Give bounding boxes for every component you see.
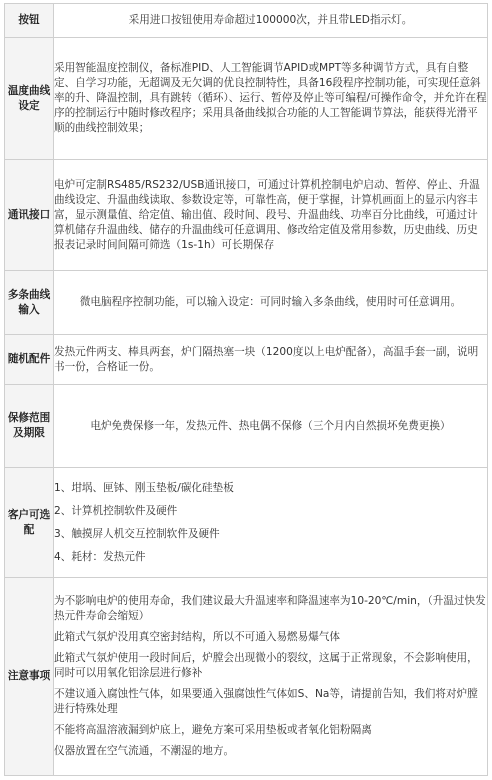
row-communication [5,160,488,271]
row-optional [5,468,488,578]
row-label: 多条曲线输入 [5,271,54,335]
row-text: 微电脑程序控制功能，可以输入设定：可同时输入多条曲线，使用时可任意调用。 [54,271,488,335]
row-multi-curve [5,271,488,335]
row-label: 随机配件 [5,335,54,385]
row-label: 通讯接口 [5,160,54,271]
row-text: 发热元件两支、棒具两套，炉门隔热塞一块（1200度以上电炉配备），高温手套一副，说明书一份，合格证一份。 [54,335,488,385]
row-label: 注意事项 [5,578,54,776]
list-item: 2、计算机控制软件及硬件 [54,504,178,517]
row-temperature-curve [5,38,488,160]
row-text: 电炉可定制RS485/RS232/USB通讯接口，可通过计算机控制电炉启动、暂停、停止、升温曲线设定、升温曲线读取、参数设定等，可靠性高，便于掌握，计算机画面上的显示内容丰富，显示测量值、给定值、输出值、段时间、段号、升温曲线、功率百分比曲线，可通过计算机储存升温曲线、储存的升温曲线可任意调用、修改给定值及常用参数，历史曲线、历史报表记录时间间隔可筛选（1s-1h）可长期保存 [54,160,488,271]
list-item: 1、坩埚、匣钵、刚玉垫板/碳化硅垫板 [54,481,234,494]
list-item: 不能将高温溶液漏到炉底上，避免方案可采用垫板或者氧化铝粉隔离 [54,724,372,736]
row-text: 采用智能温度控制仪，备标准PID、人工智能调节APID或MPT等多种调节方式，具有自整定、自学习功能，无超调及无欠调的优良控制特性，具备16段程序控制功能，可实现任意斜率的升、降温控制，具有跳转（循环）、运行、暂停及停止等可编程/可操作命令，并允许在程序的控制运行中随时修改程序；采用具备曲线拟合功能的人工智能调节算法，能获得光滑平顺的曲线控制效果； [54,38,488,160]
row-list [54,468,488,578]
row-accessories [5,335,488,385]
list-item: 仪器放置在空气流通，不潮湿的地方。 [54,745,235,757]
row-text: 采用进口按钮使用寿命超过100000次，并且带LED指示灯。 [54,4,488,38]
list-item: 3、触摸屏人机交互控制软件及硬件 [54,527,220,540]
row-list [54,578,488,776]
row-warranty [5,385,488,468]
row-notes [5,578,488,776]
row-text: 电炉免费保修一年，发热元件、热电偶不保修（三个月内自然损坏免费更换） [54,385,488,468]
list-item: 此箱式气氛炉使用一段时间后，炉膛会出现微小的裂纹，这属于正常现象，不会影响使用，同时可以用氧化铝涂层进行修补 [54,652,478,679]
list-item: 4、耗材：发热元件 [54,550,146,563]
spec-table [4,3,488,776]
row-label: 客户可选配 [5,468,54,578]
list-item: 为不影响电炉的使用寿命，我们建议最大升温速率和降温速率为10-20℃/min，（升温过快发热元件寿命会缩短） [54,595,486,622]
row-label: 保修范围及期限 [5,385,54,468]
row-label: 按钮 [5,4,54,38]
list-item: 此箱式气氛炉没用真空密封结构，所以不可通入易燃易爆气体 [54,631,341,643]
list-item: 不建议通入腐蚀性气体，如果要通入强腐蚀性气体如S、Na等，请提前告知，我们将对炉膛进行特殊处理 [54,688,478,715]
row-label: 温度曲线设定 [5,38,54,160]
row-button [5,4,488,38]
